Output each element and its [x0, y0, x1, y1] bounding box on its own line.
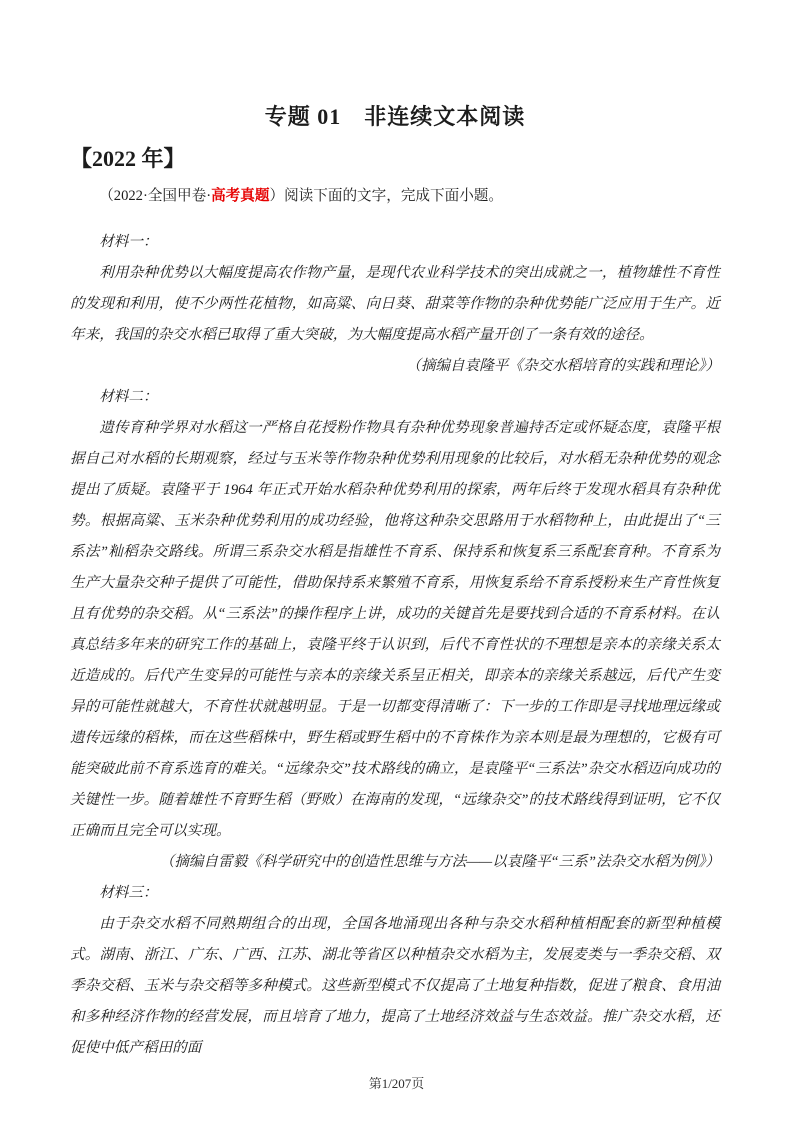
source-prefix: （2022·全国甲卷·: [99, 188, 212, 204]
material-section-1: [70, 227, 720, 382]
material-3-label: 材料三：: [99, 884, 158, 901]
material-1-body: 利用杂种优势以大幅度提高农作物产量，是现代农业科学技术的突出成就之一，植物雄性不育性的发现和利用，使不少两性花植物，如高粱、向日葵、甜菜等作物的杂种优势能广泛应用于生产。近年来，我国的杂交水稻已取得了重大突破，为大幅度提高水稻产量开创了一条有效的途径。: [70, 264, 720, 343]
source-suffix: ）阅读下面的文字，完成下面小题。: [269, 188, 503, 204]
page-number-indicator: 第1/207页: [368, 1076, 425, 1091]
material-1-label: 材料一：: [99, 233, 158, 250]
document-title: 专题 01 非连续文本阅读: [264, 104, 526, 129]
exam-tag-label: 高考真题: [211, 188, 270, 204]
year-section-heading: 【2022 年】: [70, 146, 186, 171]
material-section-2: [70, 382, 720, 878]
material-2-body: 遗传育种学界对水稻这一严格自花授粉作物具有杂种优势现象普遍持否定或怀疑态度，袁隆平根据自己对水稻的长期观察，经过与玉米等作物杂种优势利用现象的比较后，对水稻无杂种优势的观念提出了质疑。袁隆平于 1964 年正式开始水稻杂种优势利用的探索，两年后终于发现水稻具有杂种优势。根据高粱、玉米杂种优势利用的成功经验，他将这种杂交思路用于水稻物种上，由此提出了“三系法”籼稻杂交路线。所谓三系杂交水稻是指雄性不育系、保持系和恢复系三系配套育种。不育系为生产大量杂交种子提供了可能性，借助保持系来繁殖不育系，用恢复系给不育系授粉来生产育性恢复且有优势的杂交稻。从“三系法”的操作程序上讲，成功的关键首先是要找到合适的不育系材料。在认真总结多年来的研究工作的基础上，袁隆平终于认识到，后代不育性状的不理想是亲本的亲缘关系太近造成的。后代产生变异的可能性与亲本的亲缘关系呈正相关，即亲本的亲缘关系越远，后代产生变异的可能性就越大，不育性状就越明显。于是一切都变得清晰了：下一步的工作即是寻找地理远缘或遗传远缘的稻株，而在这些稻株中，野生稻或野生稻中的不育株作为亲本则是最为理想的，它极有可能突破此前不育系选育的难关。“远缘杂交”技术路线的确立，是袁隆平“三系法”杂交水稻迈向成功的关键性一步。随着雄性不育野生稻（野败）在海南的发现，“远缘杂交”的技术路线得到证明，它不仅正确而且完全可以实现。: [70, 419, 720, 839]
material-1-attribution: （摘编自袁隆平《杂交水稻培育的实践和理论》）: [406, 357, 720, 374]
material-2-attribution: （摘编自雷毅《科学研究中的创造性思维与方法——以袁隆平“三系”法杂交水稻为例》）: [159, 853, 720, 870]
question-source-line: [70, 181, 720, 212]
material-2-label: 材料二：: [99, 388, 158, 405]
material-3-body: 由于杂交水稻不同熟期组合的出现，全国各地涌现出各种与杂交水稻种植相配套的新型种植模式。湖南、浙江、广东、广西、江苏、湖北等省区以种植杂交水稻为主，发展麦类与一季杂交稻、双季杂交稻、玉米与杂交稻等多种模式。这些新型模式不仅提高了土地复种指数，促进了粮食、食用油和多种经济作物的经营发展，而且培育了地力，提高了土地经济效益与生态效益。推广杂交水稻，还促使中低产稻田的面: [70, 915, 720, 1056]
material-section-3: [70, 878, 720, 1064]
